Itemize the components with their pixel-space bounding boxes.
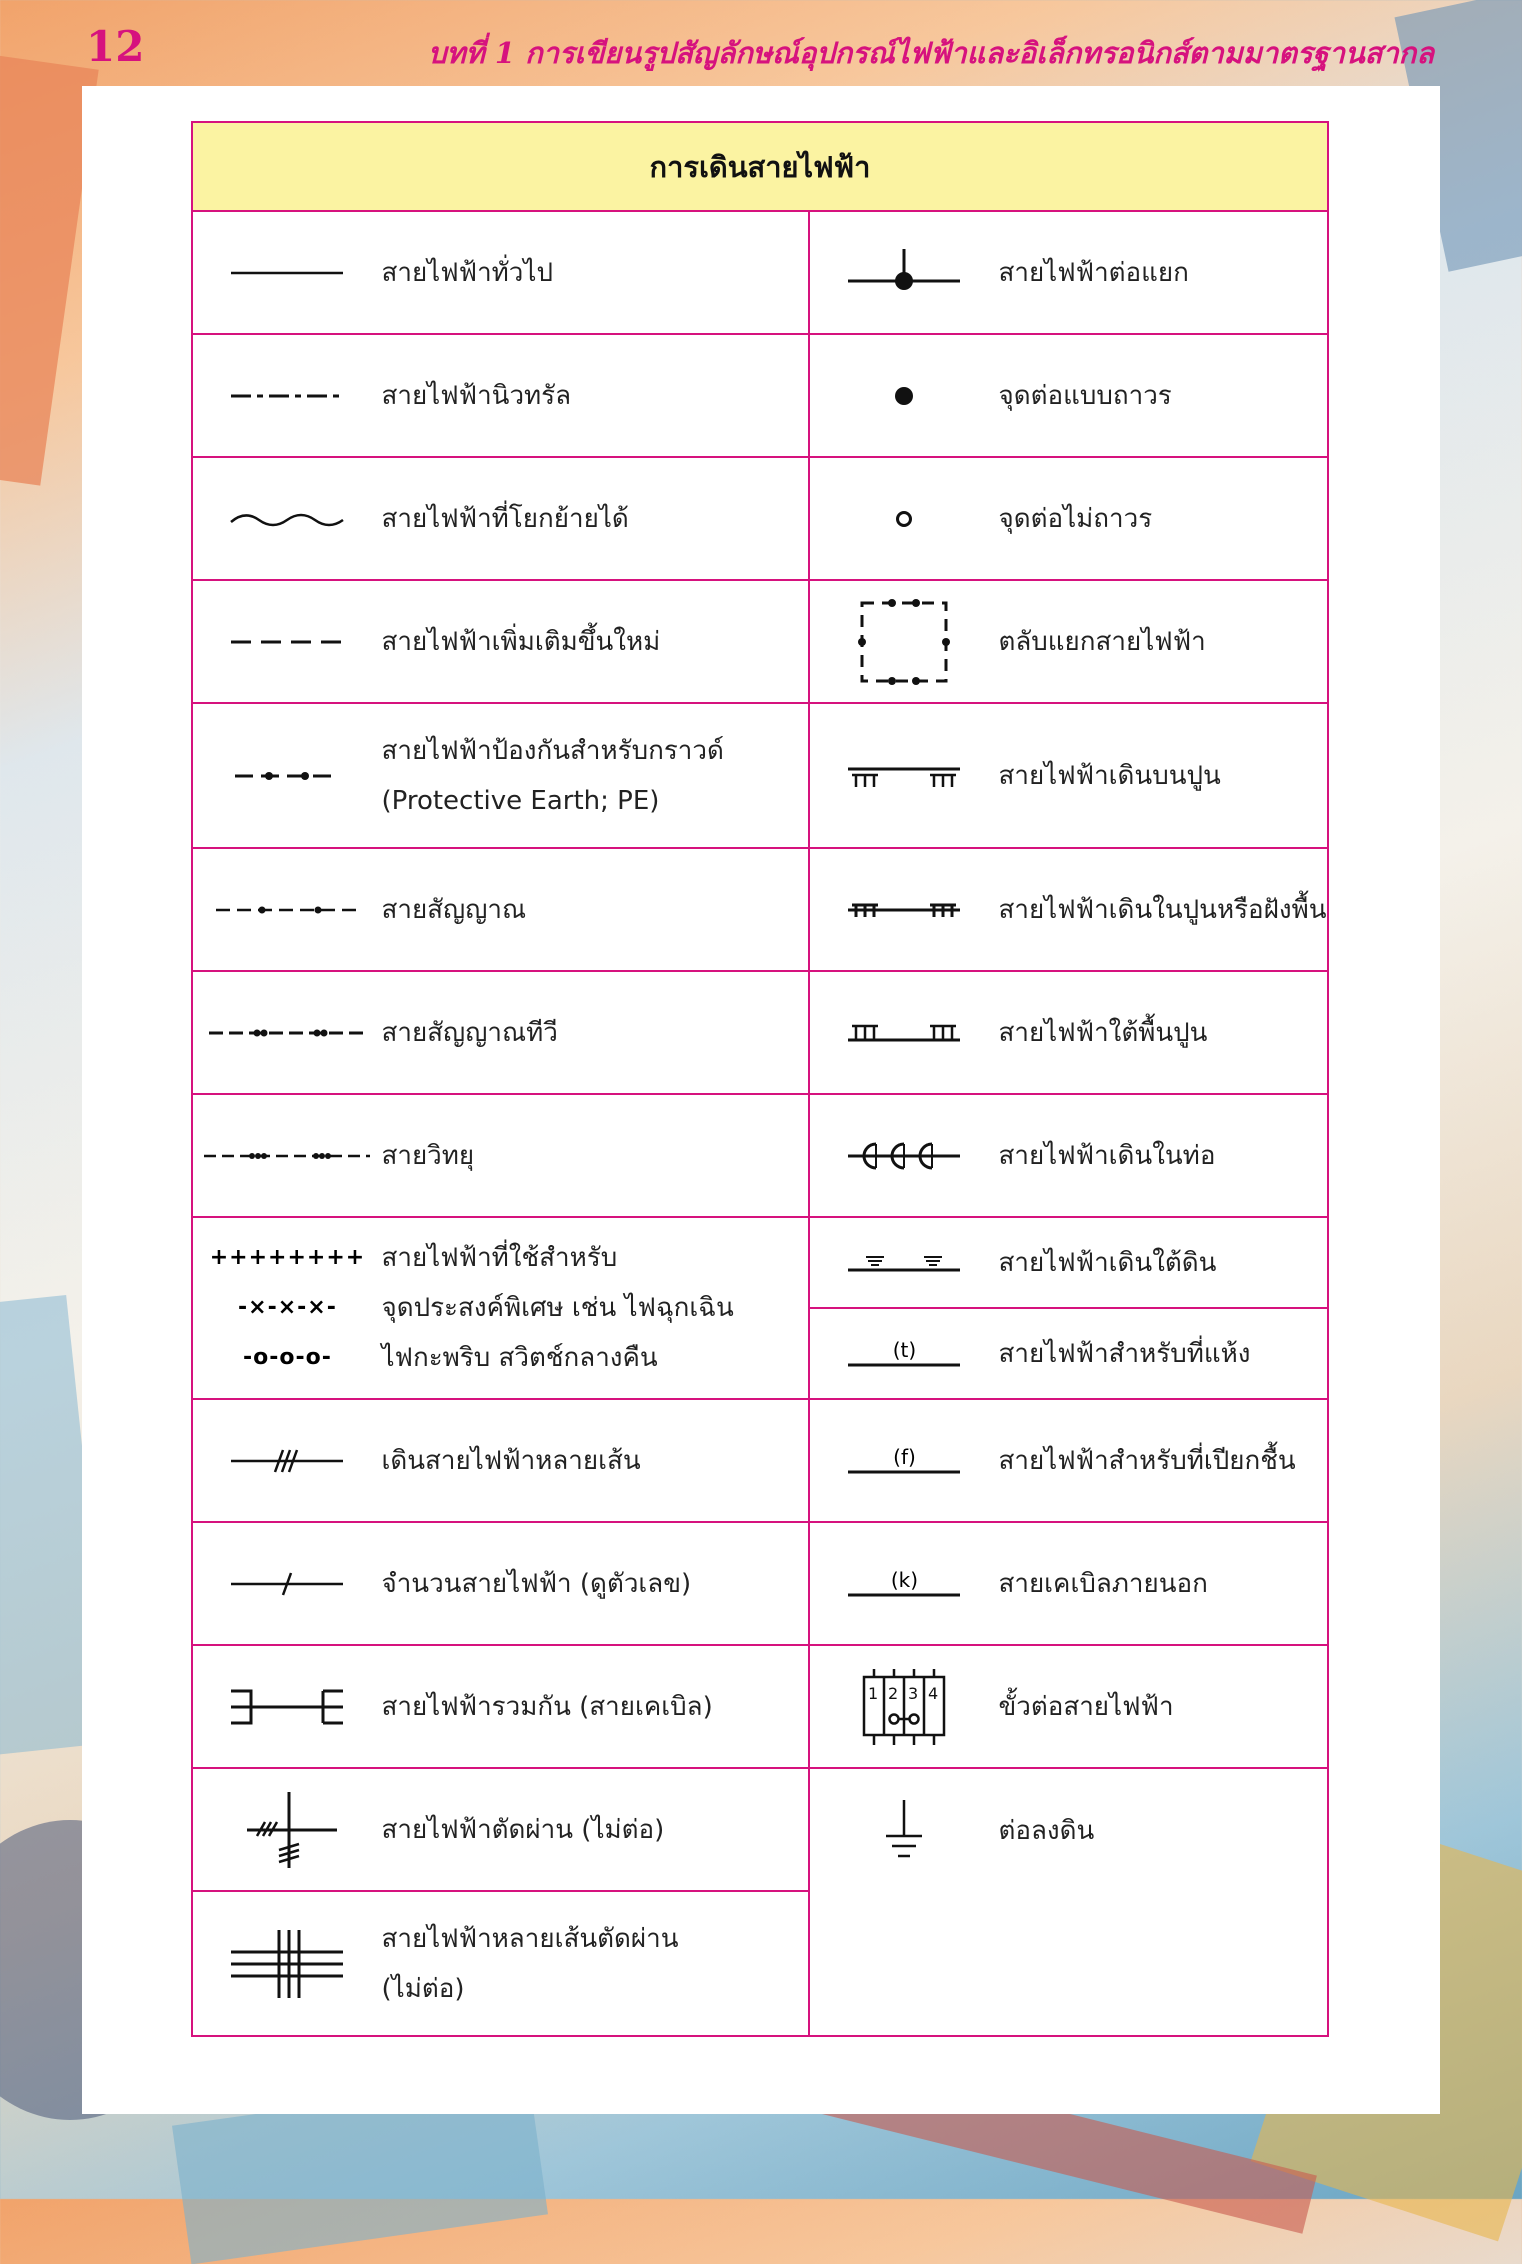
cell-conduit-wire [809, 1094, 1327, 1217]
cell-multi-crossing-wire [192, 1891, 809, 2036]
neutral-wire-symbol [193, 386, 381, 406]
label-signal-wire: สายสัญญาณ [381, 894, 527, 925]
cell-special-wire [192, 1217, 809, 1399]
cell-neutral-wire [192, 334, 809, 457]
cell-wet-location-wire [809, 1399, 1327, 1522]
label-wire-count: จำนวนสายไฟฟ้า (ดูตัวเลข) [381, 1568, 692, 1599]
label-general-wire: สายไฟฟ้าทั่วไป [381, 257, 553, 288]
dry-location-wire-symbol [810, 1339, 998, 1369]
embedded-wire-symbol [810, 895, 998, 925]
table-title: การเดินสายไฟฟ้า [192, 122, 1327, 211]
cell-tv-signal-wire [192, 971, 809, 1094]
label-junction-box: ตลับแยกสายไฟฟ้า [998, 626, 1206, 657]
label-conduit-wire: สายไฟฟ้าเดินในท่อ [998, 1140, 1216, 1171]
wire-count-symbol [193, 1569, 381, 1599]
cell-wire-count [192, 1522, 809, 1645]
f-mark: (f) [893, 1444, 916, 1469]
cell-embedded-wire [809, 848, 1327, 971]
label-new-wire: สายไฟฟ้าเพิ่มเติมขึ้นใหม่ [381, 626, 661, 657]
cell-temporary-joint [809, 457, 1327, 580]
label-special-wire-2: จุดประสงค์พิเศษ เช่น ไฟฉุกเฉิน [381, 1293, 734, 1323]
t-mark: (t) [892, 1337, 917, 1362]
wiring-symbol-table [147, 121, 1373, 2037]
conduit-wire-symbol [810, 1136, 998, 1176]
temporary-joint-symbol [810, 504, 998, 534]
label-outdoor-cable: สายเคเบิลภายนอก [998, 1568, 1208, 1599]
cell-general-wire [192, 211, 809, 334]
permanent-joint-symbol [810, 381, 998, 411]
new-wire-symbol [193, 632, 381, 652]
cell-underground-wire [809, 1217, 1327, 1308]
under-floor-wire-symbol [810, 1018, 998, 1048]
signal-wire-symbol [193, 900, 381, 920]
cell-outdoor-cable [809, 1522, 1327, 1645]
terminal-4: 4 [928, 1683, 939, 1703]
label-underground-wire: สายไฟฟ้าเดินใต้ดิน [998, 1247, 1217, 1278]
terminal-2: 2 [888, 1683, 899, 1703]
label-radio-wire: สายวิทยุ [381, 1140, 475, 1171]
terminal-block-symbol [810, 1667, 998, 1747]
cell-permanent-joint [809, 334, 1327, 457]
plus-row-symbol: ++++++++ [209, 1245, 366, 1270]
label-pe-wire: สายไฟฟ้าป้องกันสำหรับกราวด์ [381, 735, 724, 766]
branch-wire-symbol [810, 243, 998, 303]
label-tv-signal-wire: สายสัญญาณทีวี [381, 1017, 558, 1048]
label-multi-wire: เดินสายไฟฟ้าหลายเส้น [381, 1445, 641, 1476]
cell-cable-bundle [192, 1645, 809, 1768]
o-row-symbol: -o-o-o- [243, 1345, 332, 1370]
outdoor-cable-symbol [810, 1569, 998, 1599]
cell-crossing-wire [192, 1768, 809, 1891]
label-special-wire-3: ไฟกะพริบ สวิตช์กลางคืน [381, 1343, 658, 1373]
cell-under-floor-wire [809, 971, 1327, 1094]
junction-box-symbol [810, 597, 998, 687]
crossing-wire-symbol [193, 1788, 381, 1872]
label-surface-wire: สายไฟฟ้าเดินบนปูน [998, 760, 1221, 791]
k-mark: (k) [890, 1567, 919, 1592]
label-dry-location-wire: สายไฟฟ้าสำหรับที่แห้ง [998, 1338, 1251, 1369]
label-permanent-joint: จุดต่อแบบถาวร [998, 380, 1172, 411]
special-wire-symbol [193, 1233, 381, 1383]
cell-multi-wire [192, 1399, 809, 1522]
cell-dry-location-wire [809, 1308, 1327, 1399]
cell-pe-wire [192, 703, 809, 848]
cell-ground [809, 1768, 1327, 2036]
cable-bundle-symbol [193, 1685, 381, 1729]
label-crossing-wire: สายไฟฟ้าตัดผ่าน (ไม่ต่อ) [381, 1814, 665, 1845]
chapter-header: บทที่ 1 การเขียนรูปสัญลักษณ์อุปกรณ์ไฟฟ้าและอิเล็กทรอนิกส์ตามมาตรฐานสากล [428, 36, 1434, 70]
cell-movable-wire [192, 457, 809, 580]
label-wet-location-wire: สายไฟฟ้าสำหรับที่เปียกชื้น [998, 1445, 1296, 1476]
label-cable-bundle: สายไฟฟ้ารวมกัน (สายเคเบิล) [381, 1691, 713, 1722]
label-embedded-wire: สายไฟฟ้าเดินในปูนหรือฝังพื้น [998, 894, 1327, 925]
movable-wire-symbol [193, 504, 381, 534]
wet-location-wire-symbol [810, 1446, 998, 1476]
label-pe-wire-en: (Protective Earth; PE) [381, 785, 660, 816]
label-branch-wire: สายไฟฟ้าต่อแยก [998, 257, 1189, 288]
cell-branch-wire [809, 211, 1327, 334]
multi-wire-symbol [193, 1446, 381, 1476]
terminal-1: 1 [868, 1683, 879, 1703]
pe-wire-symbol [193, 766, 381, 786]
label-special-wire-1: สายไฟฟ้าที่ใช้สำหรับ [381, 1243, 618, 1273]
cell-radio-wire [192, 1094, 809, 1217]
cell-new-wire [192, 580, 809, 703]
label-ground: ต่อลงดิน [998, 1815, 1095, 1846]
multi-crossing-wire-symbol [193, 1924, 381, 2004]
page-number: 12 [86, 22, 145, 71]
cell-junction-box [809, 580, 1327, 703]
cell-terminal-block [809, 1645, 1327, 1768]
label-under-floor-wire: สายไฟฟ้าใต้พื้นปูน [998, 1017, 1208, 1048]
underground-wire-symbol [810, 1248, 998, 1278]
surface-wire-symbol [810, 761, 998, 791]
radio-wire-symbol [193, 1146, 381, 1166]
x-row-symbol: -×-×-×- [238, 1295, 337, 1320]
cell-surface-wire [809, 703, 1327, 848]
label-temporary-joint: จุดต่อไม่ถาวร [998, 503, 1153, 534]
label-multi-crossing-wire-note: (ไม่ต่อ) [381, 1973, 465, 2004]
tv-signal-wire-symbol [193, 1023, 381, 1043]
label-neutral-wire: สายไฟฟ้านิวทรัล [381, 380, 572, 411]
terminal-3: 3 [908, 1683, 919, 1703]
cell-signal-wire [192, 848, 809, 971]
label-movable-wire: สายไฟฟ้าที่โยกย้ายได้ [381, 503, 629, 534]
ground-symbol [810, 1796, 998, 1866]
general-wire-symbol [193, 263, 381, 283]
label-multi-crossing-wire: สายไฟฟ้าหลายเส้นตัดผ่าน [381, 1923, 679, 1954]
label-terminal-block: ขั้วต่อสายไฟฟ้า [998, 1691, 1174, 1722]
